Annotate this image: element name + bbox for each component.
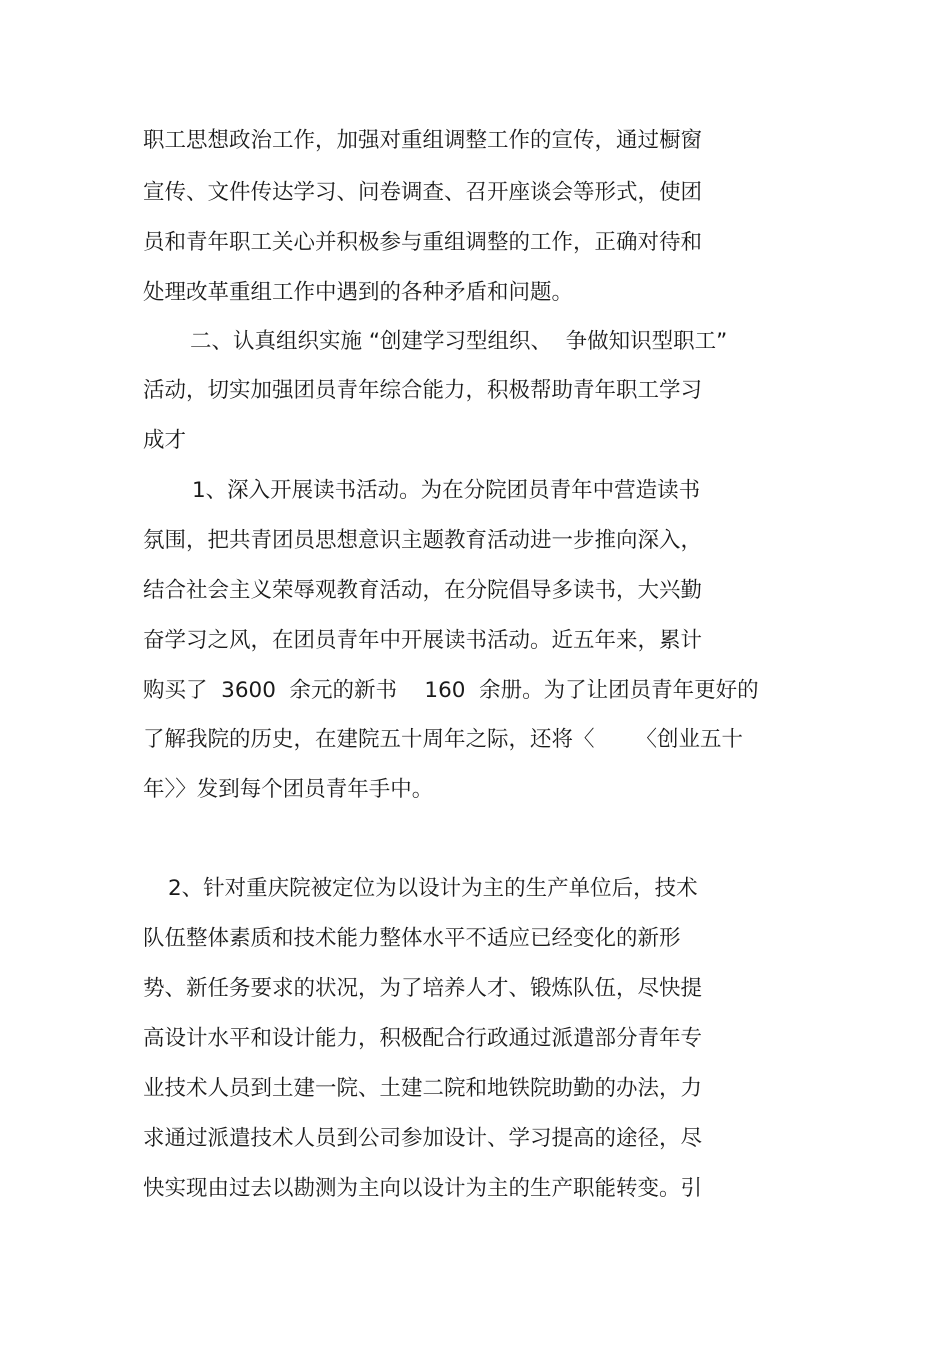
- text-line: 队伍整体素质和技术能力整体水平不适应已经变化的新形: [143, 926, 681, 951]
- text-line: 年〉〉发到每个团员青年手中。: [143, 777, 434, 802]
- text-line: 职工思想政治工作，加强对重组调整工作的宣传，通过橱窗: [143, 128, 703, 153]
- text-line: 处理改革重组工作中遇到的各种矛盾和问题。: [143, 280, 574, 305]
- text-line: 奋学习之风，在团员青年中开展读书活动。近五年来，累计: [143, 628, 703, 653]
- section-heading: 二、认真组织实施 “创建学习型组织、 争做知识型职工”: [190, 329, 728, 354]
- text-line: 员和青年职工关心并积极参与重组调整的工作，正确对待和: [143, 230, 703, 255]
- text-line: 宣传、文件传达学习、问卷调查、召开座谈会等形式，使团: [143, 180, 703, 205]
- text-line: 购买了 3600 余元的新书 160 余册。为了让团员青年更好的: [143, 678, 759, 703]
- text-line: 快实现由过去以勘测为主向以设计为主的生产职能转变。引: [143, 1176, 703, 1201]
- text-line: 业技术人员到土建一院、土建二院和地铁院助勤的办法，力: [143, 1076, 703, 1101]
- text-line: 结合社会主义荣辱观教育活动，在分院倡导多读书，大兴勤: [143, 578, 703, 603]
- text-line: 1、深入开展读书活动。为在分院团员青年中营造读书: [192, 478, 701, 503]
- text-line: 求通过派遣技术人员到公司参加设计、学习提高的途径，尽: [143, 1126, 703, 1151]
- text-line: 活动，切实加强团员青年综合能力，积极帮助青年职工学习: [143, 378, 703, 403]
- text-line: 高设计水平和设计能力，积极配合行政通过派遣部分青年专: [143, 1026, 703, 1051]
- text-line: 2、针对重庆院被定位为以设计为主的生产单位后，技术: [168, 876, 698, 901]
- text-line: 成才: [143, 428, 187, 453]
- text-line: 了解我院的历史，在建院五十周年之际，还将〈 〈创业五十: [143, 727, 744, 752]
- text-line: 势、新任务要求的状况，为了培养人才、锻炼队伍，尽快提: [143, 976, 703, 1001]
- text-line: 氛围，把共青团员思想意识主题教育活动进一步推向深入，: [143, 528, 703, 553]
